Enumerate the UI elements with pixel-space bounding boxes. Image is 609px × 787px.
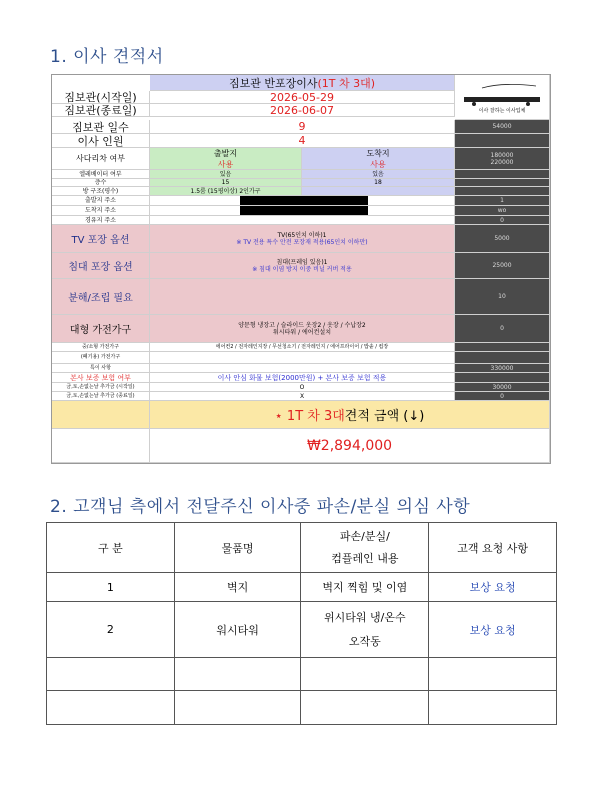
damage-table bbox=[46, 522, 557, 725]
logo-text: 이사 잘하는 이사업체 bbox=[478, 107, 526, 114]
origin-header: 출발지 bbox=[213, 148, 238, 158]
elevator-row bbox=[52, 170, 550, 179]
total-label bbox=[150, 401, 550, 429]
room-dest bbox=[302, 187, 455, 196]
origin-address-price: 1 bbox=[455, 196, 550, 206]
extra-end-price: 0 bbox=[455, 392, 550, 401]
via-address-row bbox=[52, 216, 550, 225]
special-price: 330000 bbox=[455, 364, 550, 373]
tv-label: TV 포장 옵션 bbox=[52, 225, 150, 253]
ladder-price: 180000 bbox=[490, 151, 514, 159]
disposal-label: (폐기용) 가전가구 bbox=[52, 352, 150, 364]
row-number bbox=[47, 691, 175, 725]
tv-line-1: TV(65인치 이하)1 bbox=[277, 231, 327, 239]
small-appliance-price bbox=[455, 343, 550, 352]
dest-address-price: wo bbox=[455, 206, 550, 216]
origin-address-value bbox=[150, 196, 455, 206]
start-label: 짐보관(시작일) bbox=[52, 91, 150, 104]
bed-line-2: ※ 침대 이염 방지 이중 비닐 커버 적용 bbox=[252, 265, 352, 273]
insurance-value: 이사 안심 화물 보험(2000만원) + 본사 보증 보험 적용 bbox=[150, 373, 455, 383]
insurance-price bbox=[455, 373, 550, 383]
table-row bbox=[47, 602, 557, 658]
redacted-address bbox=[240, 206, 368, 215]
appliance-row bbox=[52, 315, 550, 343]
ladder-dest: 사용 bbox=[370, 159, 386, 169]
dest-address-value bbox=[150, 206, 455, 216]
total-amount-row bbox=[52, 429, 550, 463]
room-row bbox=[52, 187, 550, 196]
extra-start-price: 30000 bbox=[455, 383, 550, 392]
section-1-title: 1. 이사 견적서 bbox=[50, 47, 164, 67]
floor-row bbox=[52, 179, 550, 187]
bed-value bbox=[150, 253, 455, 279]
total-suffix-text: 견적 금액 (↓) bbox=[344, 409, 425, 424]
assembly-row bbox=[52, 279, 550, 315]
row-request bbox=[429, 658, 557, 691]
section-2-title: 2. 고객님 측에서 전달주신 이사중 파손/분실 의심 사항 bbox=[50, 497, 471, 517]
dest-address-label: 도착지 주소 bbox=[52, 206, 150, 216]
floor-dest: 18 bbox=[302, 179, 455, 187]
appliance-value bbox=[150, 315, 455, 343]
extra-end-value: X bbox=[150, 392, 455, 401]
header-request: 고객 요청 사항 bbox=[429, 523, 557, 573]
floor-price bbox=[455, 179, 550, 187]
people-price bbox=[455, 134, 550, 148]
row-number: 2 bbox=[47, 602, 175, 658]
ladder-origin: 사용 bbox=[217, 159, 234, 169]
bed-label: 침대 포장 옵션 bbox=[52, 253, 150, 279]
assembly-price: 10 bbox=[455, 279, 550, 315]
redacted-address bbox=[240, 196, 368, 205]
end-label: 짐보관(종료일) bbox=[52, 104, 150, 117]
via-address-price: 0 bbox=[455, 216, 550, 225]
end-row bbox=[52, 104, 550, 117]
room-value: 1.5룸 (15평이상) 2인가구 bbox=[150, 187, 302, 196]
floor-label: 층수 bbox=[52, 179, 150, 187]
total-star-text: ⋆ 1T 차 3대 bbox=[274, 409, 345, 424]
special-label: 특이 사항 bbox=[52, 364, 150, 373]
table-row bbox=[47, 658, 557, 691]
ladder-price-2: 220000 bbox=[490, 158, 514, 166]
row-item bbox=[174, 691, 301, 725]
ladder-prices bbox=[455, 148, 550, 170]
appliance-price: 0 bbox=[455, 315, 550, 343]
sheet-title bbox=[150, 75, 455, 91]
row-item: 워시타워 bbox=[174, 602, 301, 658]
elevator-origin: 있음 bbox=[150, 170, 302, 179]
special-value bbox=[150, 364, 455, 373]
bed-price: 25000 bbox=[455, 253, 550, 279]
start-row bbox=[52, 91, 550, 104]
disposal-row bbox=[52, 352, 550, 364]
table-row bbox=[47, 691, 557, 725]
header-content: 파손/분실/ 컴플레인 내용 bbox=[301, 523, 429, 573]
elevator-price bbox=[455, 170, 550, 179]
disposal-price bbox=[455, 352, 550, 364]
extra-start-value: O bbox=[150, 383, 455, 392]
sheet-title-highlight: (1T 차 3대) bbox=[317, 76, 376, 90]
extra-end-row bbox=[52, 392, 550, 401]
small-appliance-value: 에어컨2 / 전자레인지장 / 무선청소기 / 전자레인지 / 에어프라이어 / 밥솥 / 컵장 bbox=[150, 343, 455, 352]
small-appliance-row bbox=[52, 343, 550, 352]
days-value: 9 bbox=[150, 120, 455, 134]
tv-price: 5000 bbox=[455, 225, 550, 253]
row-content bbox=[301, 691, 429, 725]
row-request: 보상 요청 bbox=[429, 602, 557, 658]
people-value: 4 bbox=[150, 134, 455, 148]
room-price bbox=[455, 187, 550, 196]
row-content: 위시타워 냉/온수 오작동 bbox=[301, 602, 429, 658]
tv-line-2: ※ TV 전용 특수 안전 포장재 적용(65인치 이하만) bbox=[236, 238, 368, 246]
dest-column bbox=[302, 148, 455, 170]
row-content bbox=[301, 658, 429, 691]
total-amount-pad bbox=[52, 429, 150, 463]
room-label: 방 구조(평수) bbox=[52, 187, 150, 196]
row-request: 보상 요청 bbox=[429, 573, 557, 602]
row-item: 벽지 bbox=[174, 573, 301, 602]
special-row bbox=[52, 364, 550, 373]
extra-end-label: 금,토,손없는날 추가금 (종료일) bbox=[52, 392, 150, 401]
tv-row bbox=[52, 225, 550, 253]
appliance-line-1: 양문형 냉장고 / 슬라이드 옷장2 / 옷장 / 수납장2 bbox=[238, 321, 366, 329]
origin-column bbox=[150, 148, 302, 170]
dest-address-row bbox=[52, 206, 550, 216]
total-label-row bbox=[52, 401, 550, 429]
extra-start-row bbox=[52, 383, 550, 392]
table-row bbox=[47, 573, 557, 602]
small-appliance-label: 중/소형 가전가구 bbox=[52, 343, 150, 352]
total-amount: ₩2,894,000 bbox=[150, 429, 550, 463]
origin-address-row bbox=[52, 196, 550, 206]
assembly-value bbox=[150, 279, 455, 315]
via-address-label: 경유지 주소 bbox=[52, 216, 150, 225]
tv-value bbox=[150, 225, 455, 253]
insurance-label: 본사 보증 보험 여부 bbox=[52, 373, 150, 383]
extra-start-label: 금,토,손없는날 추가금 (시작일) bbox=[52, 383, 150, 392]
ladder-row bbox=[52, 148, 550, 170]
row-request bbox=[429, 691, 557, 725]
header-category: 구 분 bbox=[47, 523, 175, 573]
row-content: 벽지 찍힘 및 이염 bbox=[301, 573, 429, 602]
appliance-label: 대형 가전가구 bbox=[52, 315, 150, 343]
days-price: 54000 bbox=[455, 120, 550, 134]
header-item: 물품명 bbox=[174, 523, 301, 573]
elevator-dest: 있음 bbox=[302, 170, 455, 179]
days-row bbox=[52, 120, 550, 134]
origin-address-label: 출발지 주소 bbox=[52, 196, 150, 206]
end-value: 2026-06-07 bbox=[150, 104, 455, 117]
bed-row bbox=[52, 253, 550, 279]
estimate-sheet bbox=[51, 74, 551, 464]
dest-header: 도착지 bbox=[366, 148, 390, 158]
row-number bbox=[47, 658, 175, 691]
bed-line-1: 침대(프레임 있음)1 bbox=[276, 258, 328, 266]
row-number: 1 bbox=[47, 573, 175, 602]
total-left-pad bbox=[52, 401, 150, 429]
via-address-value bbox=[150, 216, 455, 225]
people-row bbox=[52, 134, 550, 148]
ladder-label: 사다리차 여부 bbox=[52, 148, 150, 170]
floor-origin: 15 bbox=[150, 179, 302, 187]
start-value: 2026-05-29 bbox=[150, 91, 455, 104]
disposal-value bbox=[150, 352, 455, 364]
days-label: 짐보관 일수 bbox=[52, 120, 150, 134]
appliance-line-2: 워시타워 / 에어컨설치 bbox=[272, 328, 331, 336]
damage-header-row bbox=[47, 523, 557, 573]
elevator-label: 엘레베이터 여부 bbox=[52, 170, 150, 179]
assembly-label: 분해/조립 필요 bbox=[52, 279, 150, 315]
row-item bbox=[174, 658, 301, 691]
insurance-row bbox=[52, 373, 550, 383]
people-label: 이사 인원 bbox=[52, 134, 150, 148]
sheet-title-text: 짐보관 반포장이사 bbox=[228, 76, 318, 90]
